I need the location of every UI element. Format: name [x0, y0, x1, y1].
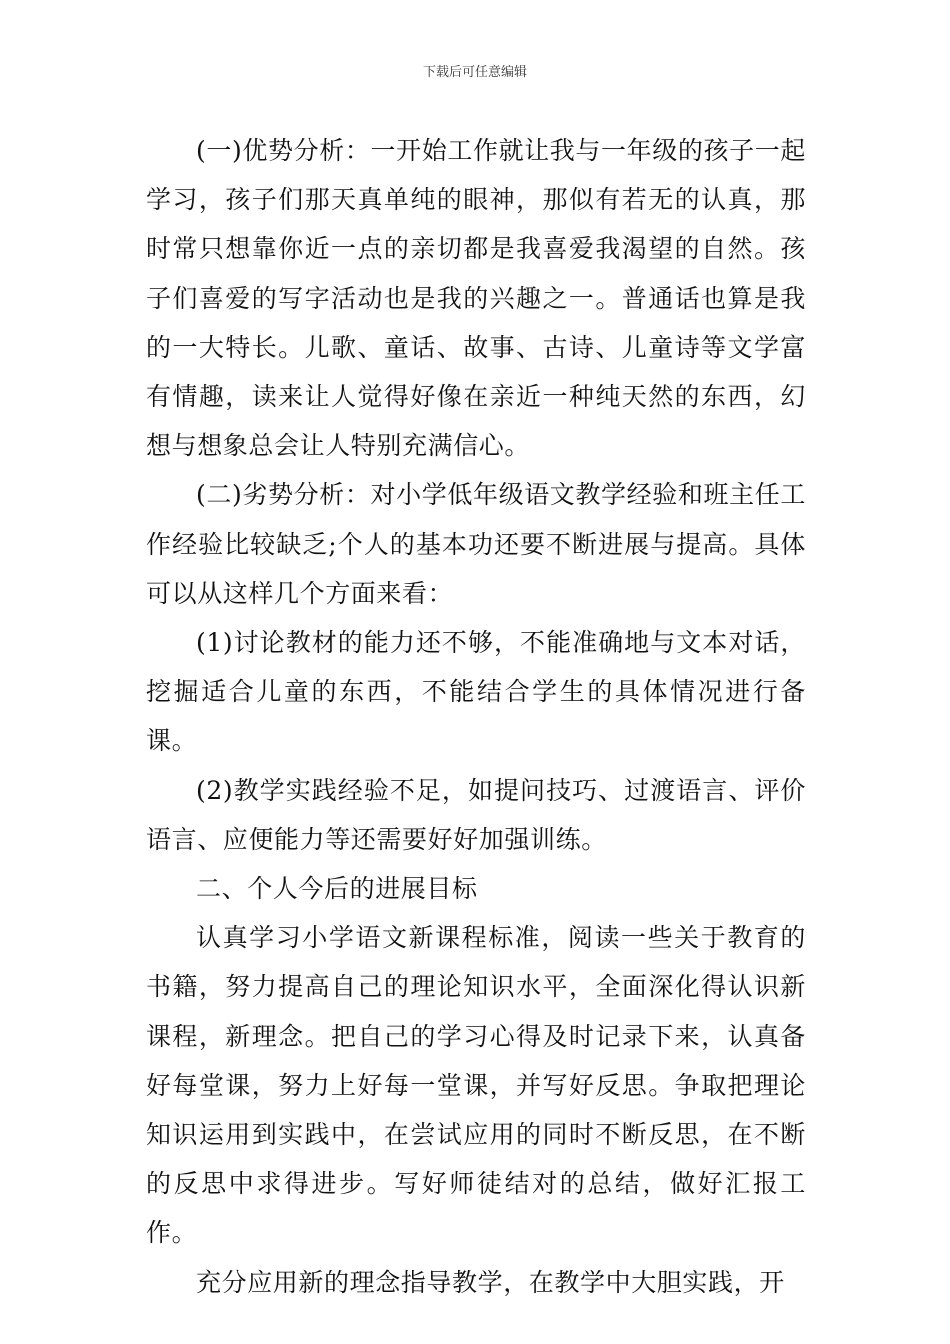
- paragraph-disadvantage-analysis: (二)劣势分析：对小学低年级语文教学经验和班主任工作经验比较缺乏;个人的基本功还要不断进展与提高。具体可以从这样几个方面来看：: [146, 480, 806, 608]
- paragraph-advantage-analysis: (一)优势分析：一开始工作就让我与一年级的孩子一起学习，孩子们那天真单纯的眼神，那似有若无的认真，那时常只想靠你近一点的亲切都是我喜爱我渴望的自然。孩子们喜爱的写字活动也是我的兴趣之一。普通话也算是我的一大特长。儿歌、童话、故事、古诗、儿童诗等文学富有情趣，读来让人觉得好像在亲近一种纯天然的东西，幻想与想象总会让人特别充满信心。: [146, 136, 806, 461]
- section-heading-goals: 二、个人今后的进展目标: [196, 874, 478, 904]
- page-header: 下载后可任意编辑: [422, 65, 527, 80]
- paragraph-point-1: (1)讨论教材的能力还不够，不能准确地与文本对话，挖掘适合儿童的东西，不能结合学生的具体情况进行备课。: [146, 628, 806, 756]
- paragraph-study-plan: 认真学习小学语文新课程标准，阅读一些关于教育的书籍，努力提高自己的理论知识水平，全面深化得认识新课程，新理念。把自己的学习心得及时记录下来，认真备好每堂课，努力上好每一堂课，并写好反思。争取把理论知识运用到实践中，在尝试应用的同时不断反思，在不断的反思中求得进步。写好师徒结对的总结，做好汇报工作。: [146, 923, 806, 1248]
- paragraph-practice: 充分应用新的理念指导教学，在教学中大胆实践，开: [196, 1267, 785, 1297]
- paragraph-point-2: (2)教学实践经验不足，如提问技巧、过渡语言、评价语言、应便能力等还需要好好加强训练。: [146, 775, 806, 854]
- document-body: [146, 126, 806, 1307]
